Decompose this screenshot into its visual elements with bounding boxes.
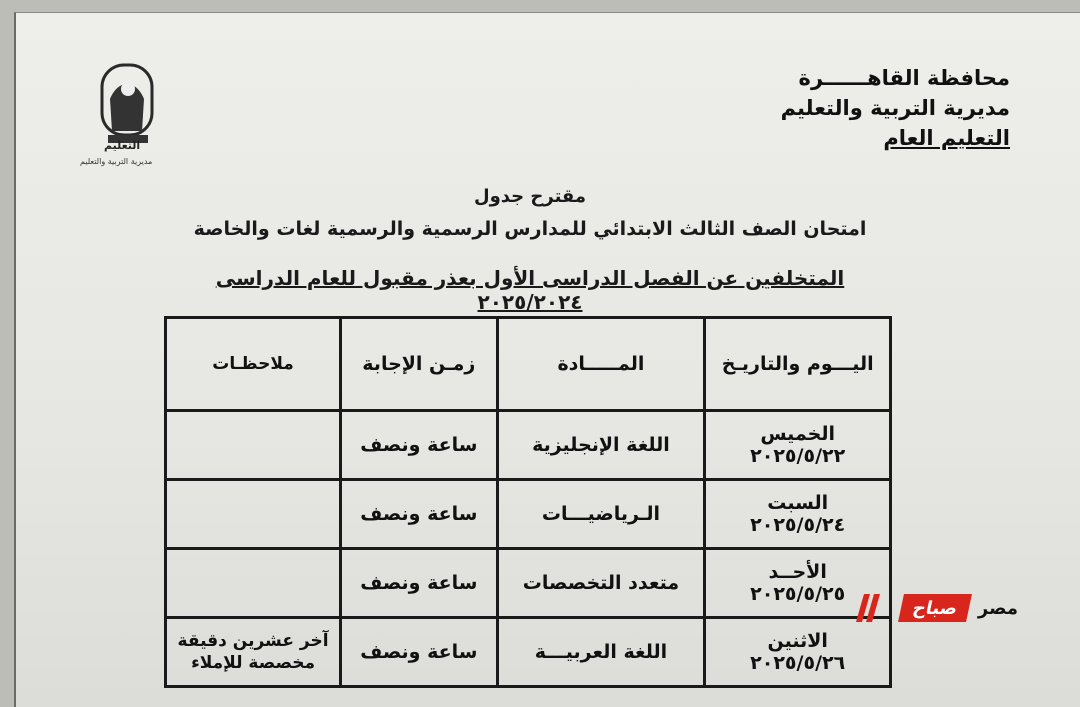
doc-title-proposal: مقترح جدول xyxy=(473,186,587,207)
table-row xyxy=(166,480,891,549)
header-subject: المـــــادة xyxy=(497,318,705,411)
logo-subtext: مديرية التربية والتعليم xyxy=(80,157,153,166)
sabah-masr-watermark xyxy=(854,594,1026,622)
doc-title-exam: امتحان الصف الثالث الابتدائي للمدارس الرسمية والرسمية لغات والخاصة xyxy=(193,218,867,240)
header-authority xyxy=(781,63,1010,153)
directorate-name: مديرية التربية والتعليم xyxy=(780,96,1010,120)
table-row xyxy=(166,411,891,480)
duration-cell: ساعة ونصف xyxy=(341,618,497,687)
day-name: الخميس xyxy=(760,423,836,445)
day-date-cell xyxy=(705,411,891,480)
subject-cell: اللغة العربيـــة xyxy=(497,618,705,687)
table-row xyxy=(166,618,891,687)
exam-date: ٢٠٢٥/٥/٢٤ xyxy=(750,514,846,536)
exam-schedule-table xyxy=(164,316,892,688)
education-directorate-logo-icon xyxy=(78,59,178,179)
day-name: الأحــد xyxy=(768,561,827,583)
subject-cell: متعدد التخصصات xyxy=(497,549,705,618)
governorate-name: محافظة القاهــــــرة xyxy=(798,66,1010,90)
subject-cell: الـرياضيـــات xyxy=(497,480,705,549)
duration-cell: ساعة ونصف xyxy=(341,411,497,480)
table-row xyxy=(166,549,891,618)
exam-date: ٢٠٢٥/٥/٢٢ xyxy=(750,445,846,467)
notes-cell xyxy=(166,480,341,549)
logo-text: التعليم xyxy=(104,139,141,152)
doc-title-students: المتخلفين عن الفصل الدراسى الأول بعذر مقبول للعام الدراسى ٢٠٢٥/٢٠٢٤ xyxy=(215,266,845,314)
day-name: السبت xyxy=(767,492,829,514)
duration-cell: ساعة ونصف xyxy=(341,480,497,549)
notes-cell: آخر عشرين دقيقة مخصصة للإملاء xyxy=(166,618,341,687)
header-notes: ملاحظـات xyxy=(166,318,341,411)
day-date-cell xyxy=(705,480,891,549)
subject-cell: اللغة الإنجليزية xyxy=(497,411,705,480)
duration-cell: ساعة ونصف xyxy=(341,549,497,618)
notes-cell xyxy=(166,549,341,618)
watermark-stripes-icon xyxy=(854,594,894,622)
watermark-word-masr: مصر xyxy=(977,597,1018,619)
watermark-word-sabah: صباح xyxy=(898,594,972,622)
header-day-date: اليـــوم والتاريـخ xyxy=(705,318,891,411)
exam-date: ٢٠٢٥/٥/٢٦ xyxy=(750,652,846,674)
notes-cell xyxy=(166,411,341,480)
day-date-cell xyxy=(705,618,891,687)
department-name: التعليم العام xyxy=(883,126,1010,150)
exam-date: ٢٠٢٥/٥/٢٥ xyxy=(750,583,846,605)
header-duration: زمـن الإجابة xyxy=(341,318,497,411)
day-name: الاثنين xyxy=(767,630,828,652)
table-header-row xyxy=(166,318,891,411)
